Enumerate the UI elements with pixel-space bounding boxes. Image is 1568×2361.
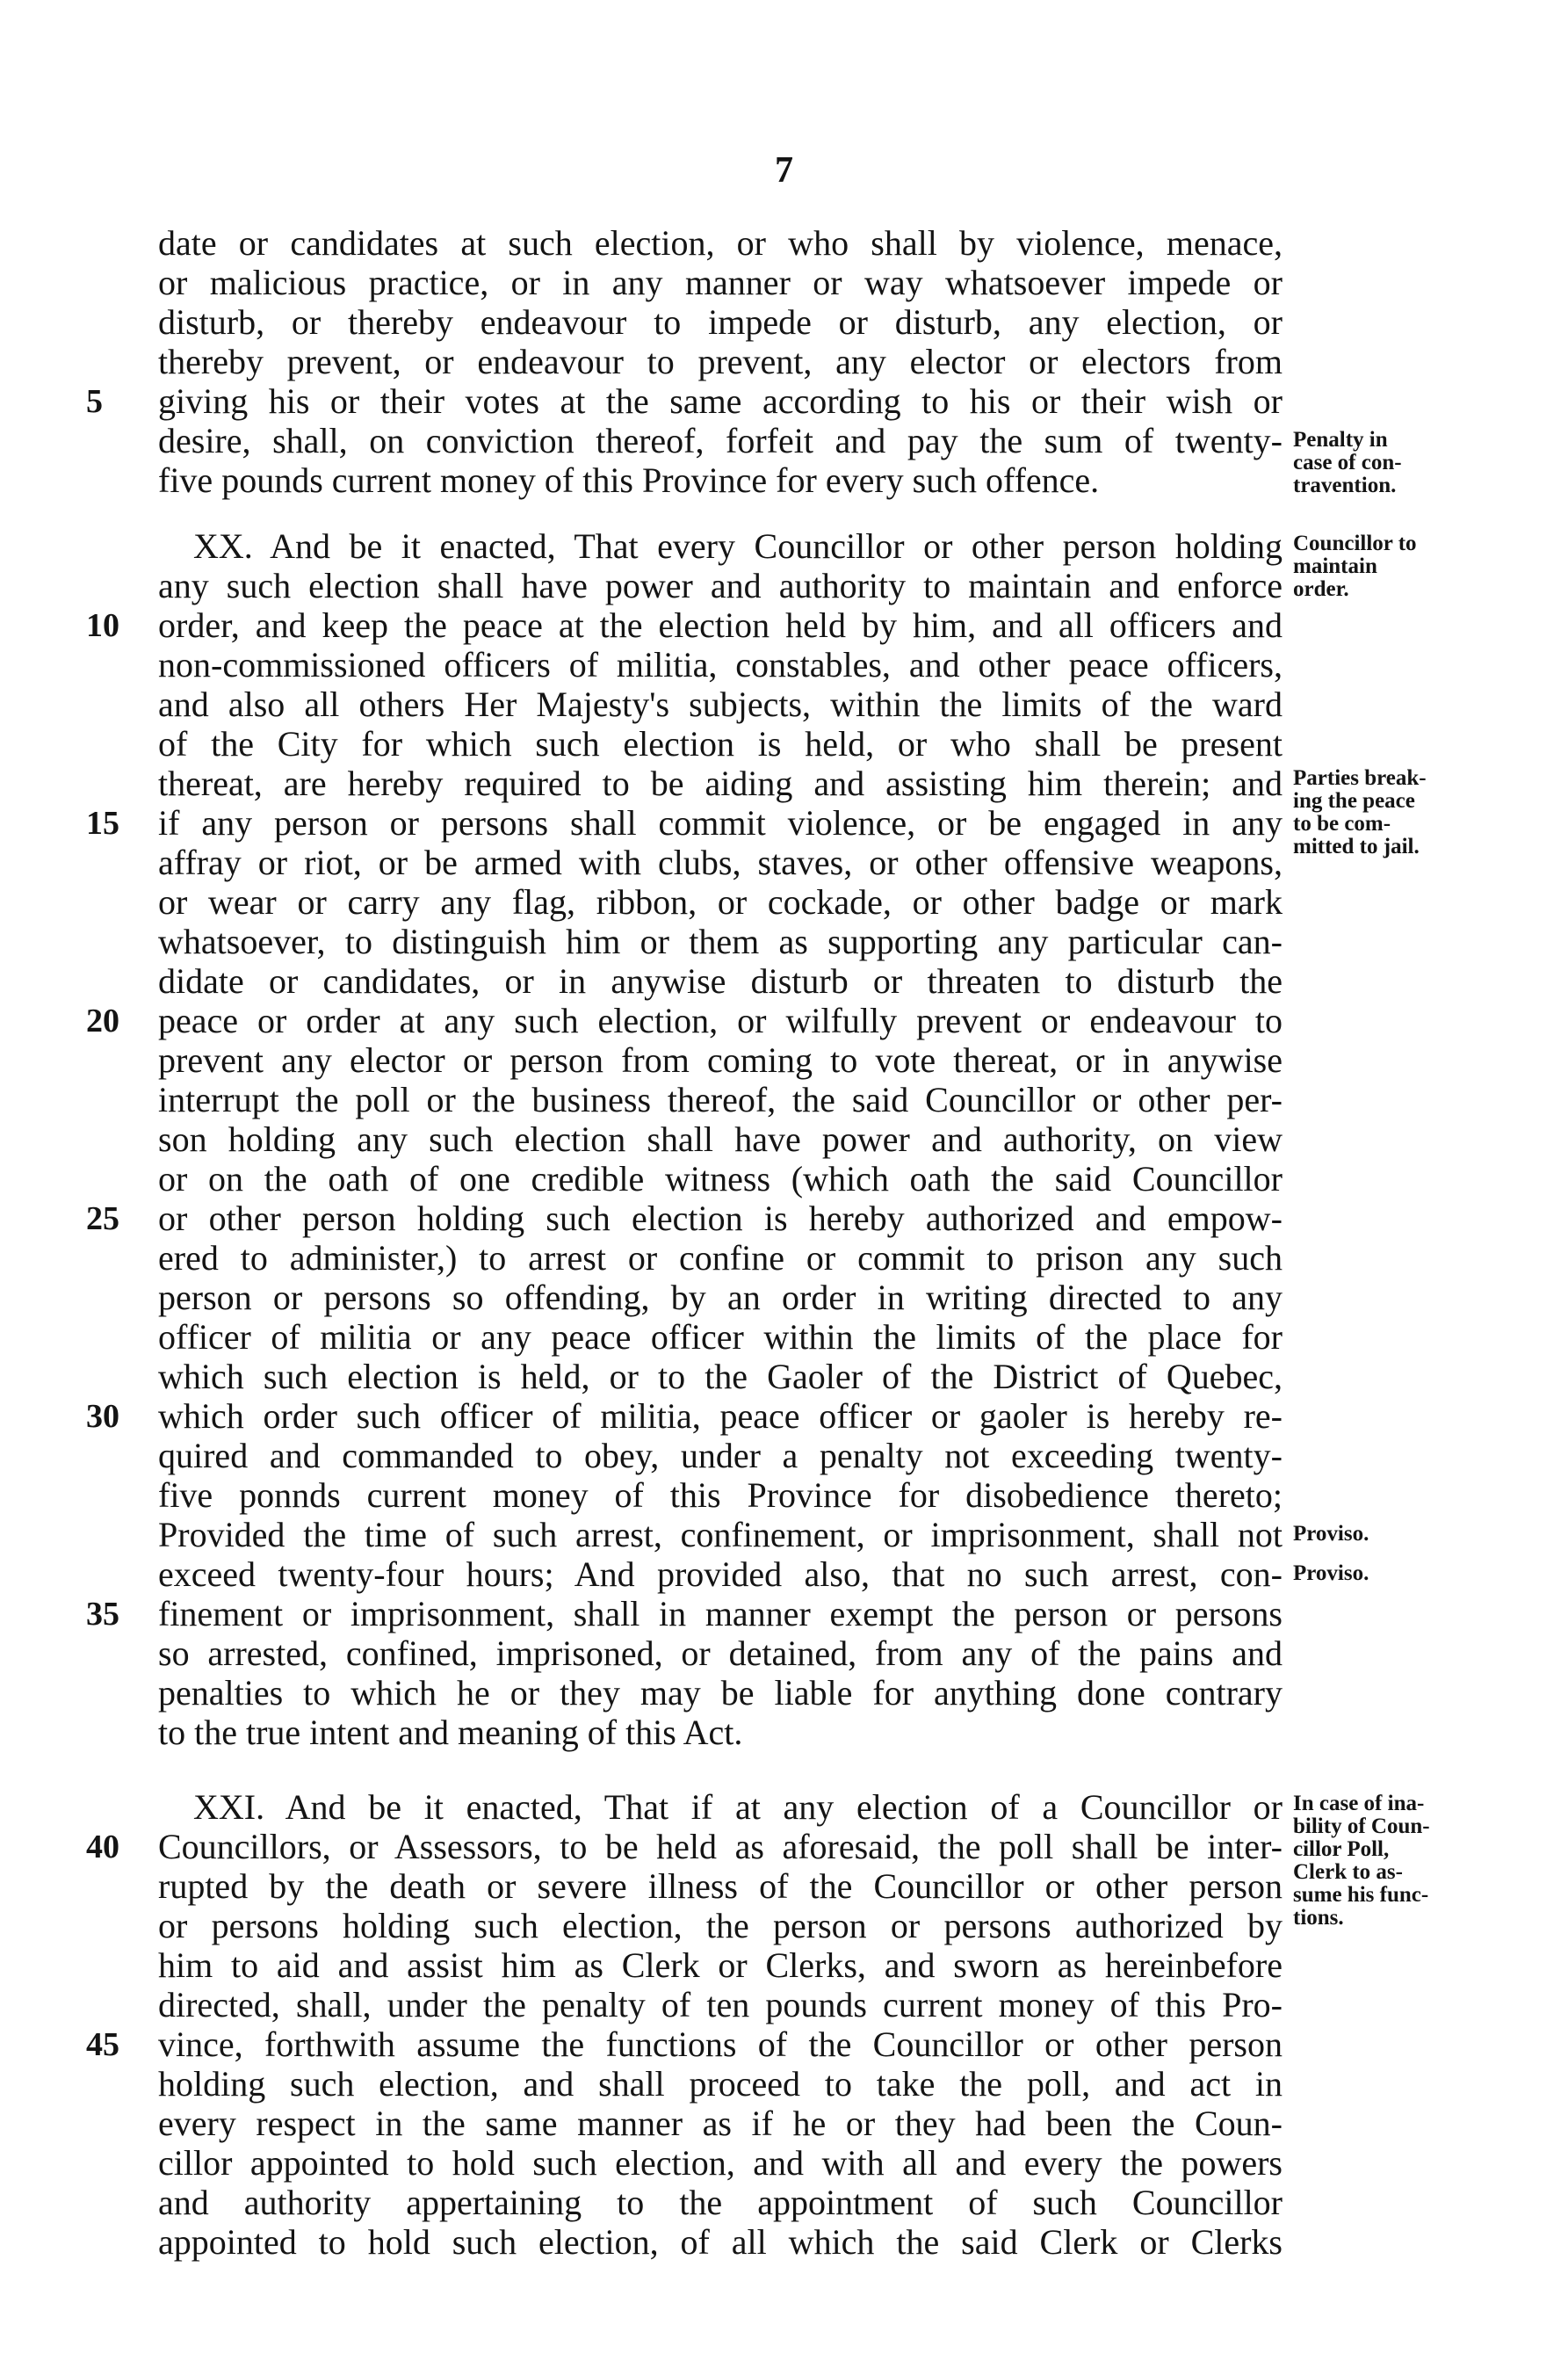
text-line: any such election shall have power and authority to maintain and enforce	[158, 566, 1283, 605]
text-line: directed, shall, under the penalty of ten pounds current money of this Pro-	[158, 1985, 1283, 2024]
text-line: person or persons so offending, by an order in writing directed to any	[158, 1278, 1283, 1317]
text-line: affray or riot, or be armed with clubs, staves, or other offensive weapons,	[158, 843, 1283, 882]
text-line: thereby prevent, or endeavour to prevent, any elector or electors from	[158, 342, 1283, 381]
text-line: five pounds current money of this Province for every such offence.	[158, 460, 1100, 500]
text-line: non-commissioned officers of militia, constables, and other peace officers,	[158, 645, 1283, 684]
side-note-proviso: Proviso.	[1293, 1561, 1369, 1585]
line-number: 35	[86, 1596, 119, 1633]
text-line: desire, shall, on conviction thereof, forfeit and pay the sum of twenty-	[158, 421, 1283, 460]
text-line: and authority appertaining to the appointment of such Councillor	[158, 2183, 1283, 2222]
text-line: if any person or persons shall commit violence, or be engaged in any	[158, 803, 1283, 843]
text-line: him to aid and assist him as Clerk or Clerks, and sworn as hereinbefore	[158, 1945, 1283, 1985]
text-line: five ponnds current money of this Province for disobedience thereto;	[158, 1475, 1283, 1515]
text-line: order, and keep the peace at the election held by him, and all officers and	[158, 605, 1283, 645]
text-line: Councillors, or Assessors, to be held as aforesaid, the poll shall be inter-	[158, 1827, 1283, 1866]
text-line: peace or order at any such election, or wilfully prevent or endeavour to	[158, 1001, 1283, 1040]
text-line: finement or imprisonment, shall in manner exempt the person or persons	[158, 1594, 1283, 1633]
text-line: appointed to hold such election, of all which the said Clerk or Clerks	[158, 2222, 1283, 2262]
text-line: disturb, or thereby endeavour to impede or disturb, any election, or	[158, 302, 1283, 342]
text-line: or persons holding such election, the person or persons authorized by	[158, 1906, 1283, 1945]
text-line: or wear or carry any flag, ribbon, or cockade, or other badge or mark	[158, 882, 1283, 922]
line-number: 45	[86, 2026, 119, 2063]
text-line: officer of militia or any peace officer within the limits of the place for	[158, 1317, 1283, 1357]
text-line: penalties to which he or they may be liable for anything done contrary	[158, 1673, 1283, 1713]
line-number: 25	[86, 1200, 119, 1237]
text-line: and also all others Her Majesty's subjects, within the limits of the ward	[158, 684, 1283, 724]
side-note-proviso: Proviso.	[1293, 1522, 1369, 1546]
line-number: 40	[86, 1829, 119, 1865]
text-line: so arrested, confined, imprisoned, or detained, from any of the pains and	[158, 1633, 1283, 1673]
text-line: thereat, are hereby required to be aiding and assisting him therein; and	[158, 764, 1283, 803]
line-number: 30	[86, 1398, 119, 1435]
side-note-clerk-inability: In case of ina- bility of Coun- cillor Poll, Clerk to as- sume his func- tions.	[1293, 1792, 1430, 1930]
page-number: 7	[775, 150, 793, 191]
side-note-parties-breaking-peace: Parties break- ing the peace to be com- mitted to jail.	[1293, 766, 1427, 858]
text-line: whatsoever, to distinguish him or them as supporting any particular can-	[158, 922, 1283, 961]
text-line: of the City for which such election is held, or who shall be present	[158, 724, 1283, 764]
line-number: 10	[86, 607, 119, 644]
text-line: or other person holding such election is hereby authorized and empow-	[158, 1199, 1283, 1238]
text-line: son holding any such election shall have power and authority, on view	[158, 1119, 1283, 1159]
text-line: XX. And be it enacted, That every Councillor or other person holding	[193, 526, 1283, 566]
line-number: 20	[86, 1003, 119, 1039]
text-line: cillor appointed to hold such election, and with all and every the powers	[158, 2143, 1283, 2183]
text-line: Provided the time of such arrest, confinement, or imprisonment, shall not	[158, 1515, 1283, 1554]
text-line: exceed twenty-four hours; And provided also, that no such arrest, con-	[158, 1554, 1283, 1594]
text-line: holding such election, and shall proceed to take the poll, and act in	[158, 2064, 1283, 2104]
text-line: or on the oath of one credible witness (which oath the said Councillor	[158, 1159, 1283, 1199]
side-note-councillor-order: Councillor to maintain order.	[1293, 532, 1417, 601]
text-line: didate or candidates, or in anywise disturb or threaten to disturb the	[158, 961, 1283, 1001]
side-note-penalty: Penalty in case of con- travention.	[1293, 428, 1402, 497]
line-number: 15	[86, 805, 119, 842]
text-line: which such election is held, or to the Gaoler of the District of Quebec,	[158, 1357, 1283, 1396]
text-line: to the true intent and meaning of this Act.	[158, 1713, 743, 1752]
text-line: quired and commanded to obey, under a penalty not exceeding twenty-	[158, 1436, 1283, 1475]
text-line: giving his or their votes at the same according to his or their wish or	[158, 381, 1283, 421]
text-line: which order such officer of militia, peace officer or gaoler is hereby re-	[158, 1396, 1283, 1436]
text-line: or malicious practice, or in any manner or way whatsoever impede or	[158, 263, 1283, 302]
text-line: interrupt the poll or the business thereof, the said Councillor or other per-	[158, 1080, 1283, 1119]
line-number: 5	[86, 383, 103, 420]
text-line: prevent any elector or person from coming to vote thereat, or in anywise	[158, 1040, 1283, 1080]
text-line: every respect in the same manner as if he or they had been the Coun-	[158, 2104, 1283, 2143]
text-line: vince, forthwith assume the functions of the Councillor or other person	[158, 2024, 1283, 2064]
text-line: date or candidates at such election, or who shall by violence, menace,	[158, 223, 1283, 263]
text-line: rupted by the death or severe illness of the Councillor or other person	[158, 1866, 1283, 1906]
text-line: ered to administer,) to arrest or confine or commit to prison any such	[158, 1238, 1283, 1278]
text-line: XXI. And be it enacted, That if at any election of a Councillor or	[193, 1787, 1283, 1827]
